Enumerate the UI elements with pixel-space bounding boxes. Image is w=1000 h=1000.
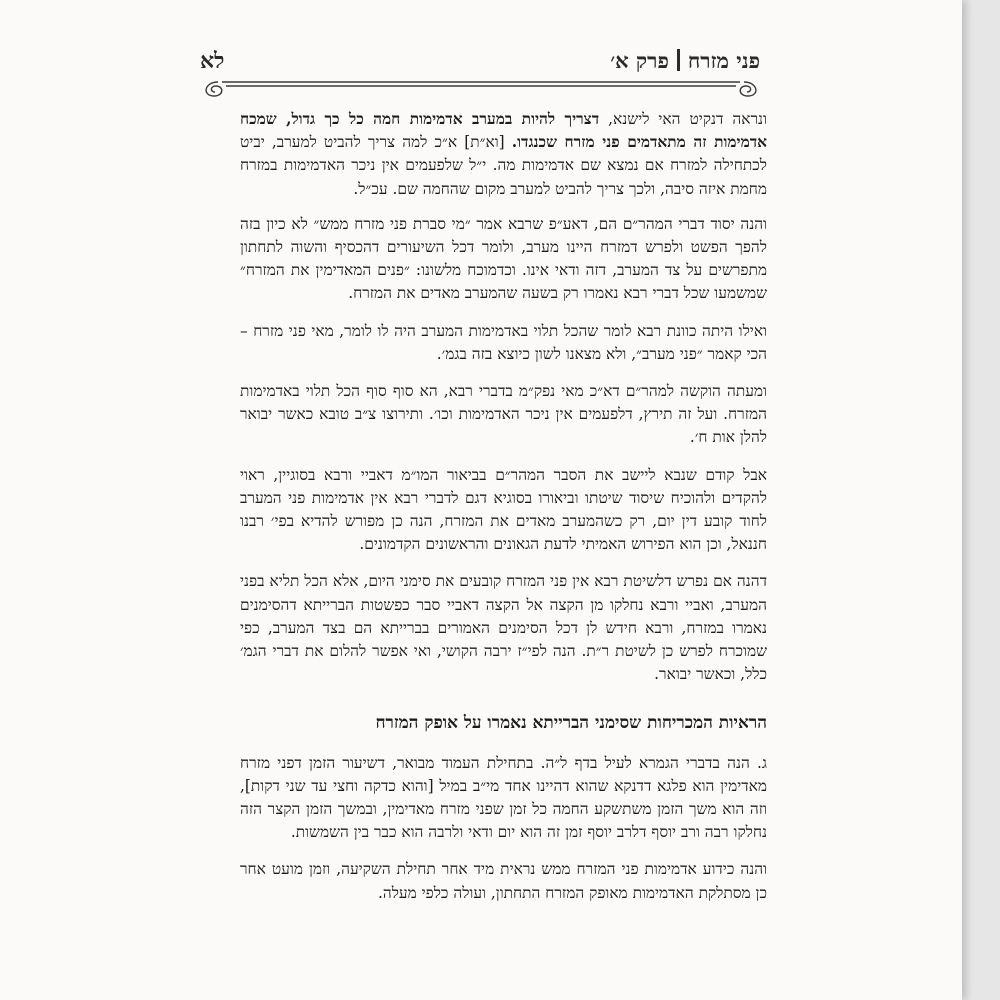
ornamental-rule — [196, 70, 766, 100]
paragraph-6: דהנה אם נפרש דלשיטת רבא אין פני המזרח קובעים את סימני היום, אלא הכל תליא בפני המערב, ואביי ורבא נחלקו מן הקצה אל הקצה דאביי סבר כפשטות הברייתא דהסימנים נאמרו במזרח, ורבא חידש לן דכל הסימנים האמורים בברייתא הם בצד המערב, כפי שמוכרח לפרש כן לשיטת ר״ת. הנה לפי״ז ירבה הקושי, ואי אפשר להלום את דברי הגמ׳ כלל, וכאשר יבואר. — [240, 572, 767, 684]
paragraph-3: ואילו היתה כוונת רבא לומר שהכל תלוי באדמימות המערב היה לו לומר, מאי פני מזרח – הכי קאמר ״פני מערב״, ולא מצאנו לשון כיוצא בזה בגמ׳. — [240, 321, 767, 363]
paragraph-1-bold: דצריך להיות במערב אדמימות חמה כל כך גדול, שמכח אדמימות זה מתאדמים פני מזרח שכנגדו. — [240, 110, 767, 152]
page-number: לא — [200, 48, 225, 74]
paragraph-1-rest: [וא״ת] א״כ למה צריך להביט למערב, יביט לכתחילה למזרח אם נמצא שם אדמימות מה. י״ל שלפעמים אין ניכר האדמימות במזרח מחמת איזה סיבה, ולכך צריך להביט למערב מקום שהחמה שם. עכ״ל. — [240, 133, 767, 198]
chapter-label: פרק א׳ — [610, 48, 669, 73]
book-title: פני מזרח — [687, 48, 760, 73]
paragraph-4: ומעתה הוקשה למהר״ם דא״כ מאי נפק״מ בדברי רבא, הא סוף סוף הכל תלוי באדמימות המזרח. ועל זה תירץ, דלפעמים אין ניכר האדמימות וכו׳. ותירוצו צ״ב טובא כאשר יבואר להלן אות ח׳. — [240, 382, 767, 447]
header-divider — [677, 49, 680, 71]
paragraph-8: והנה כידוע אדמימות פני המזרח ממש נראית מיד אחר תחילת השקיעה, וזמן מועט אחר כן מסתלקת האדמימות מאופק המזרח התחתון, ועולה כלפי מעלה. — [240, 860, 767, 902]
paragraph-7: ג. הנה בדברי הגמרא לעיל בדף ל״ה. בתחילת העמוד מבואר, דשיעור הזמן דפני מזרח מאדימין הוא פלגא דדנקא שהוא דהיינו אחד מי״ב במיל [והוא כדקה וחצי עד שני דקות], וזה הוא משך הזמן משתשקע החמה כל זמן שפני מזרח מאדימין, ובמשך הזמן הקצר הזה נחלקו רבה ורב יוסף דלרב יוסף זמן זה הוא יום ודאי ולרבה הוא כבר בין השמשות. — [240, 753, 767, 842]
paragraph-1 — [240, 108, 767, 201]
main-text — [240, 108, 767, 919]
paragraph-2: והנה יסוד דברי המהר״ם הם, דאע״פ שרבא אמר ״מי סברת פני מזרח ממש״ לא כיון בזה להפך הפשט ולפרש דמזרח היינו מערב, ולומר דכל השיעורים דהכסיף והשוה לתחתון מתפרשים על צד המערב, דזה ודאי אינו. וכדמוכח מלשונו: ״פנים המאדימין את המזרח״ שמשמעו שכל דברי רבא נאמרו רק בשעה שהמערב מאדים את המזרח. — [240, 214, 767, 303]
section-heading: הראיות המכריחות שסימני הברייתא נאמרו על אופק המזרח — [375, 713, 767, 734]
paragraph-1-intro: ונראה דנקיט האי לישנא, — [599, 110, 767, 128]
paragraph-5: אבל קודם שנבא ליישב את הסבר המהר״ם בביאור המו״מ דאביי ורבא בסוגיין, ראוי להקדים ולהוכיח שיסוד שיטתו וביאורו בסוגיא דגם לדברי רבא אין אדמימות פני המערב לחוד קובע דין יום, רק כשהמערב מאדים את המזרח, הנה כן מפורש להדיא בפי׳ רבנו חננאל, וכן הוא הפירוש האמיתי לדעת הגאונים והראשונים הקדמונים. — [240, 465, 767, 554]
